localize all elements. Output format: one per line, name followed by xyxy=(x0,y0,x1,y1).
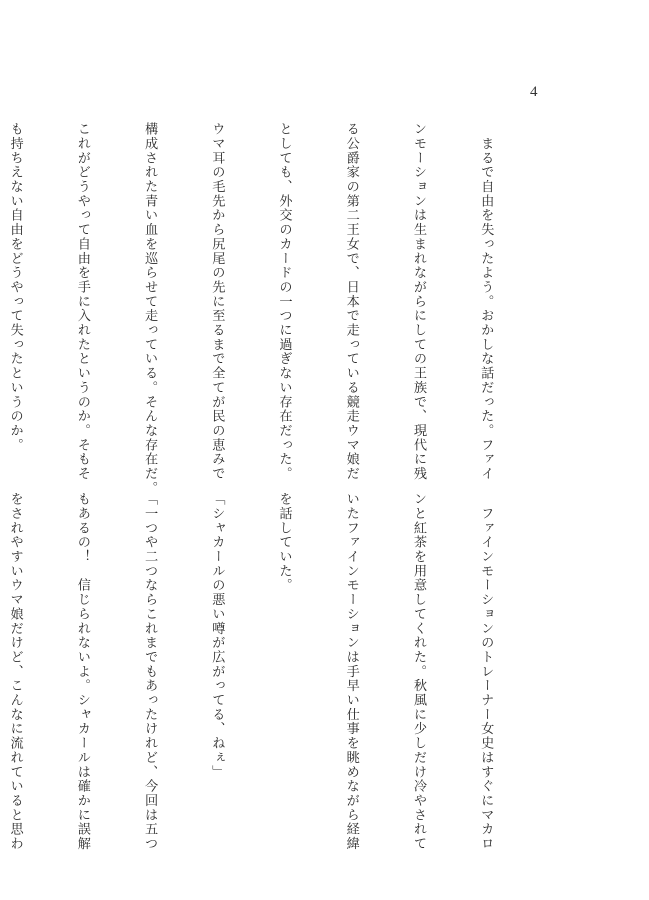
upper-text-block xyxy=(7,122,541,496)
text-line: も持ちえない自由をどうやって失ったというのか。 xyxy=(7,122,23,453)
text-line: ファインモーションのトレーナー女史はすぐにマカロ xyxy=(478,492,494,851)
text-line: を話していた。 xyxy=(276,492,292,593)
text-line: 構成された青い血を巡らせて走っている。そんな存在だ。 xyxy=(142,122,158,496)
dialogue-line: もあるの！ 信じられないよ。シャカールは確かに誤解 xyxy=(74,492,90,851)
text-line: としても、外交のカードの一つに過ぎない存在だった。 xyxy=(276,122,292,481)
text-line: る公爵家の第二王女で、日本で走っている競走ウマ娘だ xyxy=(343,122,359,481)
text-line: ウマ耳の毛先から尻尾の先に至るまで全てが民の恵みで xyxy=(209,122,225,481)
text-line: ンと紅茶を用意してくれた。秋風に少しだけ冷やされて xyxy=(410,492,426,851)
page-number: 4 xyxy=(530,84,538,100)
dialogue-line: をされやすいウマ娘だけど、こんなに流れていると思わ xyxy=(7,492,23,851)
text-line: まるで自由を失ったよう。おかしな話だった。ファイ xyxy=(478,122,494,481)
dialogue-line: 「シャカールの悪い噂が広がってる、ねぇ」 xyxy=(209,492,225,779)
text-line: いたファインモーションは手早い仕事を眺めながら経緯 xyxy=(343,492,359,851)
text-line: これがどうやって自由を手に入れたというのか。そもそ xyxy=(74,122,90,481)
dialogue-line: 「一つや二つならこれまでもあったけれど、今回は五つ xyxy=(142,492,158,851)
text-line: ンモーションは生まれながらにしての王族で、現代に残 xyxy=(410,122,426,481)
lower-text-block xyxy=(7,492,541,851)
